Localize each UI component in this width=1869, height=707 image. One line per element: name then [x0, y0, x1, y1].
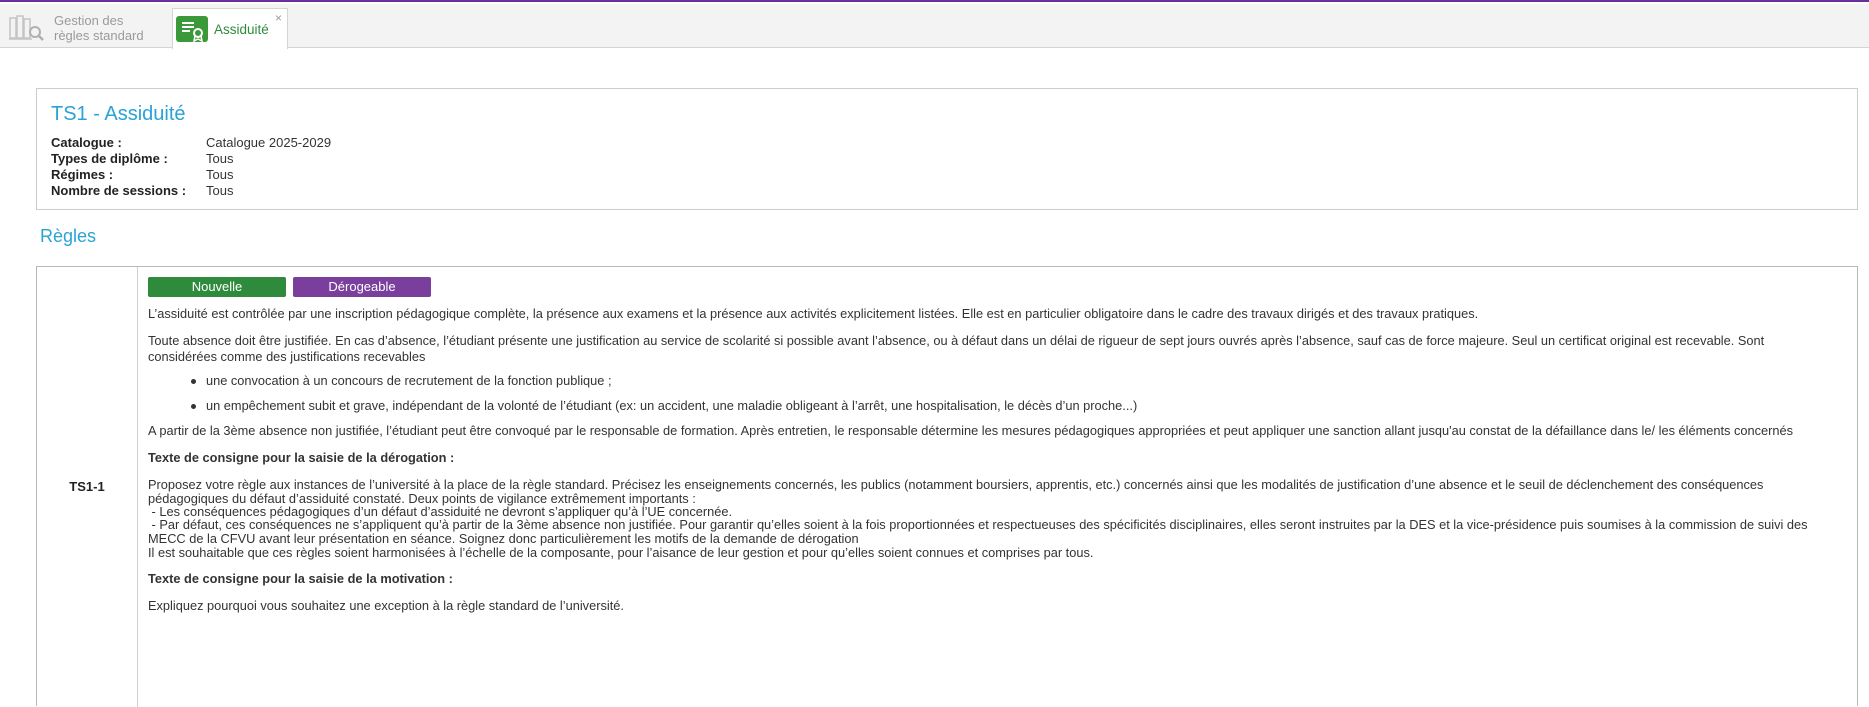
tab-gestion-regles-standard[interactable]	[6, 8, 168, 48]
derogation-line: pédagogiques du défaut d’assiduité constaté. Deux points de vigilance extrêmement importants :	[148, 491, 696, 506]
tab-assiduite[interactable]	[172, 8, 288, 49]
rules-section-title: Règles	[40, 226, 97, 246]
motivation-heading: Texte de consigne pour la saisie de la motivation :	[148, 571, 453, 586]
derogation-line: - Les conséquences pédagogiques d’un défaut d’assiduité ne devront s’appliquer qu’à l’UE concernée.	[148, 504, 733, 519]
list-item: un empêchement subit et grave, indépendant de la volonté de l’étudiant (ex: un accident, une maladie obligeant à l’arrêt, une hospitalisation, le décès d’un proche...)	[206, 398, 1869, 414]
info-key: Nombre de sessions :	[51, 183, 187, 198]
header-info-box	[36, 88, 1858, 210]
list-award-icon	[176, 16, 208, 42]
derogation-line: MECC de la CFVU avant leur présentation en séance. Soignez donc particulièrement les motifs de la demande de dérogation	[148, 531, 859, 546]
info-value: Catalogue 2025-2029	[206, 135, 332, 150]
status-badge-nouvelle: Nouvelle	[148, 277, 286, 297]
tab-label-line1: Gestion des	[54, 13, 124, 28]
info-value: Tous	[206, 151, 234, 166]
tab-bar	[0, 4, 1869, 48]
tab-label-line2: règles standard	[54, 28, 144, 43]
rule-code-cell	[37, 267, 138, 707]
close-icon[interactable]: ×	[274, 11, 282, 25]
rule-code: TS1-1	[69, 478, 105, 494]
rules-table	[36, 266, 1858, 706]
info-value: Tous	[206, 167, 234, 182]
status-badge-derogeable: Dérogeable	[293, 277, 431, 297]
rule-paragraph-3: A partir de la 3ème absence non justifiée, l’étudiant peut être convoqué par le responsable de formation. Après entretien, le responsable détermine les mesures pédagogiques appropriées et peut appliquer une sanction allant jusqu'au constat de la défaillance dans le/ les éléments concernés	[148, 423, 1794, 438]
rule-paragraph-1: L’assiduité est contrôlée par une inscription pédagogique complète, la présence aux examens et la présence aux activités explicitement listées. Elle est en particulier obligatoire dans le cadre des travaux dirigés et des travaux pratiques.	[148, 306, 1479, 321]
derogation-line: Il est souhaitable que ces règles soient harmonisées à l’échelle de la composante, pour l’aisance de leur gestion et pour qu’elles soient connues et comprises par tous.	[148, 545, 1094, 560]
info-key: Régimes :	[51, 167, 114, 182]
info-key: Catalogue :	[51, 135, 122, 150]
page-title: TS1 - Assiduité	[51, 103, 186, 125]
derogation-line: Proposez votre règle aux instances de l’université à la place de la règle standard. Précisez les enseignements concernés, les publics (notamment boursiers, apprentis, etc.) concernés ainsi que les modalités de justification d’une absence et le seuil de déclenchement des conséquences	[148, 477, 1764, 492]
rule-paragraph-2-line1: Toute absence doit être justifiée. En cas d’absence, l’étudiant présente une justification au service de scolarité si possible avant l’absence, ou à défaut dans un délai de rigueur de sept jours ouvrés après l’absence, sauf cas de force majeure. Seul un certificat original est recevable. Sont	[148, 333, 1765, 348]
rule-paragraph-2-line2: considérées comme des justifications recevables	[148, 349, 426, 364]
info-key: Types de diplôme :	[51, 151, 168, 166]
tab-label: Assiduité	[214, 21, 269, 37]
motivation-text: Expliquez pourquoi vous souhaitez une exception à la règle standard de l’université.	[148, 598, 624, 613]
derogation-heading: Texte de consigne pour la saisie de la dérogation :	[148, 450, 455, 465]
derogation-line: - Par défaut, ces conséquences ne s’appliquent qu’à partir de la 3ème absence non justifiée. Pour garantir qu’elles soient à la fois proportionnées et respectueuses des spécificités disciplinaires, elles seront instruites par la DES et la vice-présidence puis soumises à la commission de suivi des	[148, 517, 1808, 532]
list-item: une convocation à un concours de recrutement de la fonction publique ;	[206, 373, 1869, 389]
books-search-icon	[8, 12, 48, 44]
tab-label	[54, 13, 144, 43]
info-value: Tous	[206, 183, 234, 198]
